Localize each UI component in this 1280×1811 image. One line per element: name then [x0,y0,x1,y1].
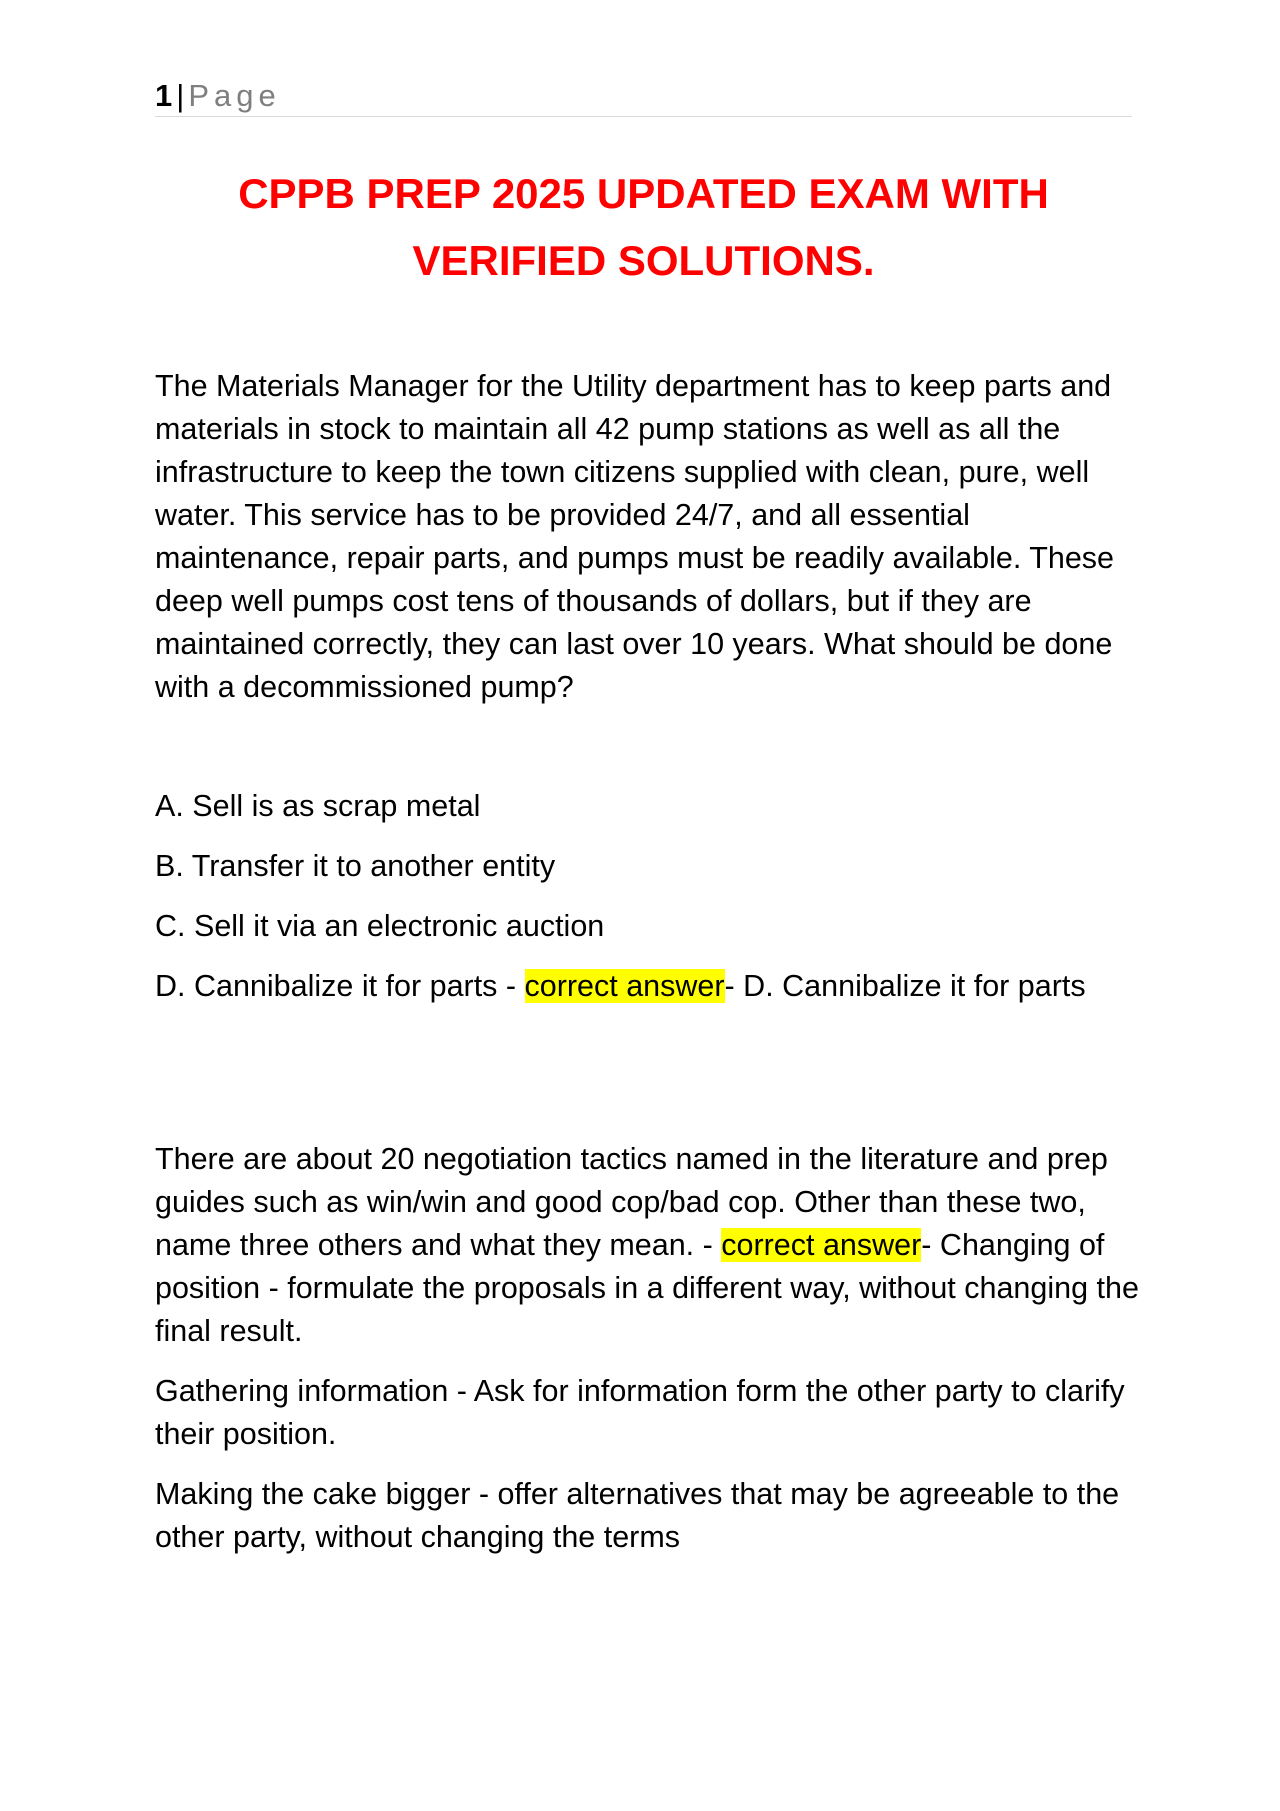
page-number: 1 [155,78,173,113]
question-2-answer: - Changing of position - formulate the proposals in a different way, without changing the final result. [155,1228,1139,1348]
question-1-option-d [155,965,1140,1008]
option-d-suffix: - D. Cannibalize it for parts [724,969,1086,1003]
page-label: Page [188,78,281,113]
correct-answer-highlight: correct answer [721,1228,922,1262]
answer-item-gathering-information: Gathering information - Ask for information form the other party to clarify their position. [155,1374,1125,1451]
answer-item-making-cake-bigger: Making the cake bigger - offer alternatives that may be agreeable to the other party, without changing the terms [155,1477,1120,1554]
question-2 [155,1138,1140,1353]
question-1-option-b: B. Transfer it to another entity [155,849,556,883]
document-body [155,365,1140,1576]
title-line-2: VERIFIED SOLUTIONS. [412,237,875,284]
question-2-text: There are about 20 negotiation tactics named in the literature and prep guides such as win/win and good cop/bad cop. Other than these two, name three others and what they mean. - [155,1142,1108,1262]
question-1-option-c: C. Sell it via an electronic auction [155,909,605,943]
page-separator: | [176,78,185,113]
option-d-prefix: D. Cannibalize it for parts - [155,969,525,1003]
question-1-option-a: A. Sell is as scrap metal [155,789,481,823]
document-title [155,160,1132,294]
page-header [155,76,1132,117]
correct-answer-highlight: correct answer [524,969,725,1003]
question-1-text: The Materials Manager for the Utility department has to keep parts and materials in stock to maintain all 42 pump stations as well as all the infrastructure to keep the town citizens supplied with clean, pure, well water. This service has to be provided 24/7, and all essential maintenance, repair parts, and pumps must be readily available. These deep well pumps cost tens of thousands of dollars, but if they are maintained correctly, they can last over 10 years. What should be done with a decommissioned pump? [155,369,1115,704]
title-line-1: CPPB PREP 2025 UPDATED EXAM WITH [238,170,1049,217]
